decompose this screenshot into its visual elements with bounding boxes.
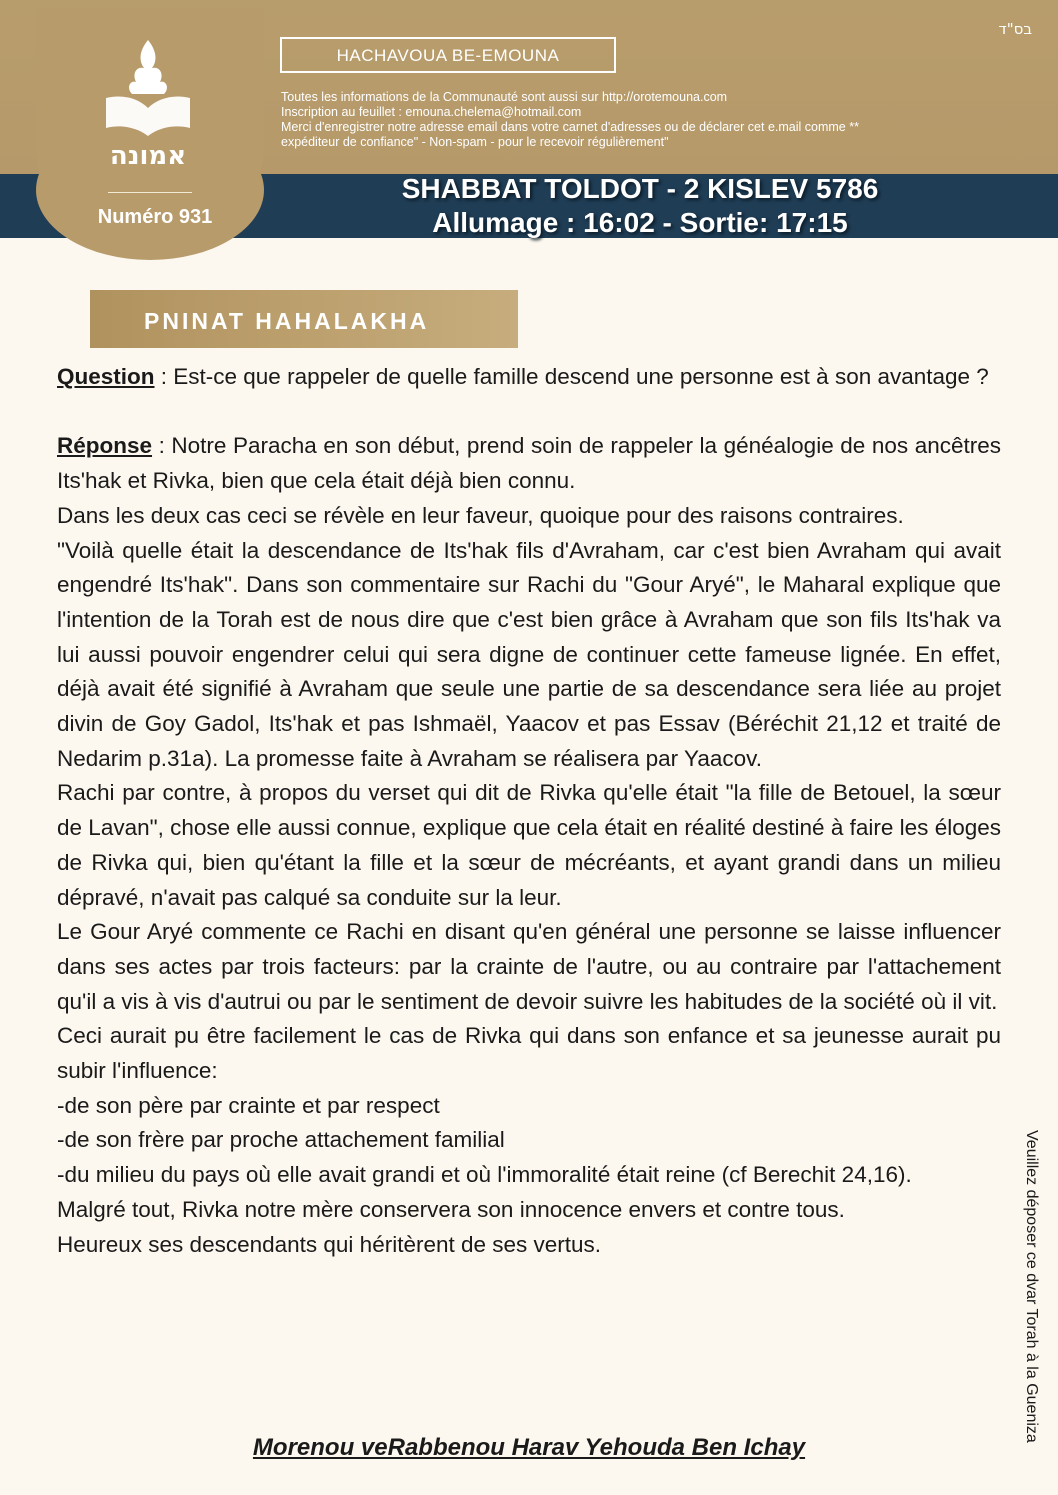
issue-number: Numéro 931 bbox=[97, 206, 213, 228]
logo-flame-shape bbox=[129, 40, 167, 94]
logo-book-shape bbox=[106, 96, 190, 136]
issue-divider bbox=[108, 192, 192, 193]
body-paragraph: -de son père par crainte et par respect bbox=[57, 1092, 440, 1118]
candle-times: Allumage : 16:02 - Sortie: 17:15 bbox=[432, 207, 848, 238]
body-paragraph: -de son frère par proche attachement familial bbox=[57, 1127, 505, 1153]
newsletter-title: HACHAVOUA BE-EMOUNA bbox=[280, 37, 616, 73]
body-paragraph: Rachi par contre, à propos du verset qui dit de Rivka qu'elle était "la fille de Betouel, la sœur de Lavan", chose elle aussi connue, explique que cela était en réalité destiné à faire les éloges de Rivka qui, bien qu'étant la fille et la sœur de mécréants, et ayant grandi dans un milieu dépravé, n'avait pas calqué sa conduite sur la leur. bbox=[57, 780, 1001, 910]
bsd-mark: בס"ד bbox=[998, 20, 1032, 38]
shabbat-heading bbox=[260, 172, 1020, 240]
question-paragraph bbox=[57, 360, 1001, 395]
answer-text: : Notre Paracha en son début, prend soin de rappeler la généalogie de nos ancêtres Its'hak et Rivka, bien que cela était déjà bien connu. bbox=[57, 433, 1001, 494]
body-paragraph: -du milieu du pays où elle avait grandi et où l'immoralité était reine (cf Berechit 24,16). bbox=[57, 1162, 912, 1188]
answer-label: Réponse bbox=[57, 433, 153, 459]
body-paragraph: Le Gour Aryé commente ce Rachi en disant qu'en général une personne se laisse influencer dans ses actes par trois facteurs: par la crainte de l'autre, ou au contraire par l'attachement qu'il a vis à vis d'autrui ou par le sentiment de devoir suivre les habitudes de la société où il vit. bbox=[57, 919, 1001, 1014]
section-banner: PNINAT HAHALAKHA bbox=[90, 290, 518, 348]
body-paragraph: Ceci aurait pu être facilement le cas de Rivka qui dans son enfance et sa jeunesse aurait pu subir l'influence: bbox=[57, 1023, 1001, 1084]
shabbat-title: SHABBAT TOLDOT - 2 KISLEV 5786 bbox=[401, 173, 879, 204]
article-body bbox=[57, 360, 1001, 1262]
info-line: Merci d'enregistrer notre adresse email dans votre carnet d'adresses ou de déclarer cet e.mail comme ** bbox=[281, 120, 859, 134]
answer-paragraph bbox=[57, 429, 1001, 498]
genizah-note: Veuillez déposer ce dvar Torah à la Guenizа bbox=[1023, 1130, 1040, 1443]
info-block bbox=[281, 90, 941, 150]
body-paragraph: "Voilà quelle était la descendance de Its'hak fils d'Avraham, car c'est bien Avraham qui avait engendré Its'hak". Dans son commentaire sur Rachi du "Gour Aryé", le Maharal explique que l'intention de la Torah est de nous dire que c'est bien grâce à Avraham que son fils Its'hak va lui aussi pouvoir engendrer celui qui sera digne de continuer cette fameuse lignée. En effet, déjà avait été signifié à Avraham que seule une partie de sa descendance sera liée au projet divin de Goy Gadol, Its'hak et pas Ishmaël, Yaacov et pas Essav (Béréchit 21,12 et traité de Nedarim p.31a). La promesse faite à Avraham se réalisera par Yaacov. bbox=[57, 537, 1001, 771]
author-signature: Morenou veRabbenou Harav Yehouda Ben Ichay bbox=[252, 1434, 806, 1461]
paragraph-gap bbox=[57, 395, 1001, 430]
body-paragraph: Heureux ses descendants qui héritèrent de ses vertus. bbox=[57, 1231, 602, 1257]
question-label: Question bbox=[57, 364, 155, 389]
question-text: : Est-ce que rappeler de quelle famille descend une personne est à son avantage ? bbox=[154, 364, 989, 389]
emouna-logo bbox=[100, 36, 196, 176]
info-line: expéditeur de confiance" - Non-spam - pour le recevoir régulièrement" bbox=[281, 135, 669, 149]
body-paragraph: Malgré tout, Rivka notre mère conservera son innocence envers et contre tous. bbox=[57, 1196, 845, 1222]
info-line: Inscription au feuillet : emouna.chelema@hotmail.com bbox=[281, 105, 582, 119]
info-line: Toutes les informations de la Communauté sont aussi sur http://orotemouna.com bbox=[281, 90, 728, 104]
body-paragraph: Dans les deux cas ceci se révèle en leur faveur, quoique pour des raisons contraires. bbox=[57, 502, 904, 528]
logo-text: אמונה bbox=[109, 141, 187, 171]
